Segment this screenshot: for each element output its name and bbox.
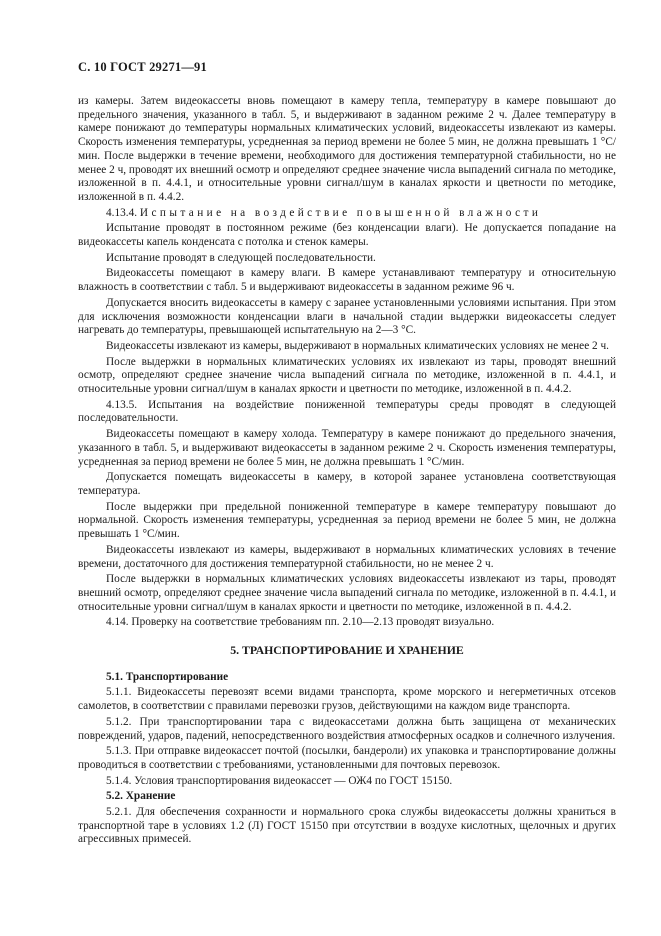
paragraph: Испытание проводят в следующей последовательности. <box>106 251 376 264</box>
paragraph: 4.14. Проверку на соответствие требованиям пп. 2.10—2.13 проводят визуально. <box>106 616 495 629</box>
paragraph: 4.13.5. Испытания на воздействие пониженной температуры среды проводят в следующей последовательности. <box>78 398 616 425</box>
subsection-heading: 5.2. Хранение <box>106 790 176 803</box>
subsection-heading: 5.1. Транспортирование <box>106 670 229 683</box>
paragraph: После выдержки в нормальных климатических условиях их извлекают из тары, проводят внешний осмотр, определяют среднее значение числа выпадений сигнала по методике, изложенной в п. 4.4.1, и относительные уровни сигнал/шум в каналах яркости и цветности по методике, изложенной в п. 4.4.2. <box>78 355 616 396</box>
page-header: С. 10 ГОСТ 29271—91 <box>78 60 207 74</box>
paragraph: Испытание проводят в постоянном режиме (без конденсации влаги). Не допускается попадание на видеокассеты капель конденсата с потолка и стенок камеры. <box>78 222 616 249</box>
paragraph: Видеокассеты извлекают из камеры, выдерживают в нормальных климатических условиях не менее 2 ч. <box>106 339 610 352</box>
paragraph: После выдержки в нормальных климатических условиях видеокассеты извлекают из тары, проводят внешний осмотр, определяют среднее значение числа выпадений сигнала по методике, изложенной в п. 4.4.1, и относительные уровни сигнал/шум в каналах яркости и цветности по методике, изложенной в п. 4.4.2. <box>78 573 616 613</box>
paragraph: Допускается вносить видеокассеты в камеру с заранее установленными условиями испытания. При этом для исключения возможности конденсации влаги в начальной стадии выдержки видеокассеты следует нагревать до температуры, превышающей испытательную на 2—3 °С. <box>78 296 616 337</box>
paragraph: 5.1.2. При транспортировании тара с видеокассетами должна быть защищена от механических повреждений, ударов, падений, непосредственного воздействия атмосферных осадков и солнечного излучения. <box>78 715 616 742</box>
subsection-heading-4-13-4 <box>78 207 616 221</box>
paragraph: 5.1.3. При отправке видеокассет почтой (посылки, бандероли) их упаковка и транспортирование должны проводиться в соответствии с требованиями, установленными для почтовых перевозок. <box>78 745 616 771</box>
paragraph: Видеокассеты извлекают из камеры, выдерживают в нормальных климатических условиях в течение времени, достаточного для достижения температурной стабильности, но не менее 2 ч. <box>78 543 616 570</box>
document-body <box>78 95 616 849</box>
paragraph: Допускается помещать видеокассеты в камеру, в которой заранее установлена соответствующая температура. <box>78 471 616 497</box>
clause-title: Испытание на воздействие повышенной влажности <box>139 206 542 219</box>
clause-number: 4.13.4. <box>106 206 138 219</box>
paragraph: После выдержки при предельной пониженной температуре в камере температуру повышают до нормальной. Скорость изменения температуры, усредненная за период времени не более 5 мин, не должна превышать 1 °С/мин. <box>78 500 616 541</box>
section-title: 5. ТРАНСПОРТИРОВАНИЕ И ХРАНЕНИЕ <box>230 643 464 658</box>
paragraph: Видеокассеты помещают в камеру влаги. В камере устанавливают температуру и относительную влажность в соответствии с табл. 5 и выдерживают видеокассеты в заданном режиме 96 ч. <box>78 267 616 294</box>
paragraph: 5.2.1. Для обеспечения сохранности и нормального срока службы видеокассеты должны храниться в транспортной таре в условиях 1.2 (Л) ГОСТ 15150 при отсутствии в воздухе кислотных, щелочных и других агрессивных примесей. <box>78 806 616 846</box>
paragraph: Видеокассеты помещают в камеру холода. Температуру в камере понижают до предельного значения, указанного в табл. 5, и выдерживают видеокассеты в заданном режиме 2 ч. Скорость изменения температуры, усредненная за период времени не более 5 мин, не должна превышать 1 °С/мин. <box>78 428 616 468</box>
paragraph: 5.1.4. Условия транспортирования видеокассет — ОЖ4 по ГОСТ 15150. <box>106 774 453 787</box>
paragraph: 5.1.1. Видеокассеты перевозят всеми видами транспорта, кроме морского и негерметичных отсеков самолетов, в соответствии с правилами перевозки грузов, действующими на каждом виде транспорта. <box>78 686 616 713</box>
paragraph: из камеры. Затем видеокассеты вновь помещают в камеру тепла, температуру в камере повышают до предельного значения, указанного в табл. 5, и выдерживают в заданном режиме 2 ч. Далее температуру в камере понижают до температуры нормальных климатических условий, видеокассеты извлекают из камеры. Скорость изменения температуры, усредненная за период времени не более 5 мин, не должна превышать 1 °С/мин. После выдержки в течение времени, необходимого для достижения температурной стабильности, но не менее 2 ч, проводят их внешний осмотр и определяют среднее значение числа выпадений сигнала по методике, изложенной в п. 4.4.1, и относительные уровни сигнал/шум в каналах яркости и цветности по методике, изложенной в п. 4.4.2. <box>78 95 616 203</box>
